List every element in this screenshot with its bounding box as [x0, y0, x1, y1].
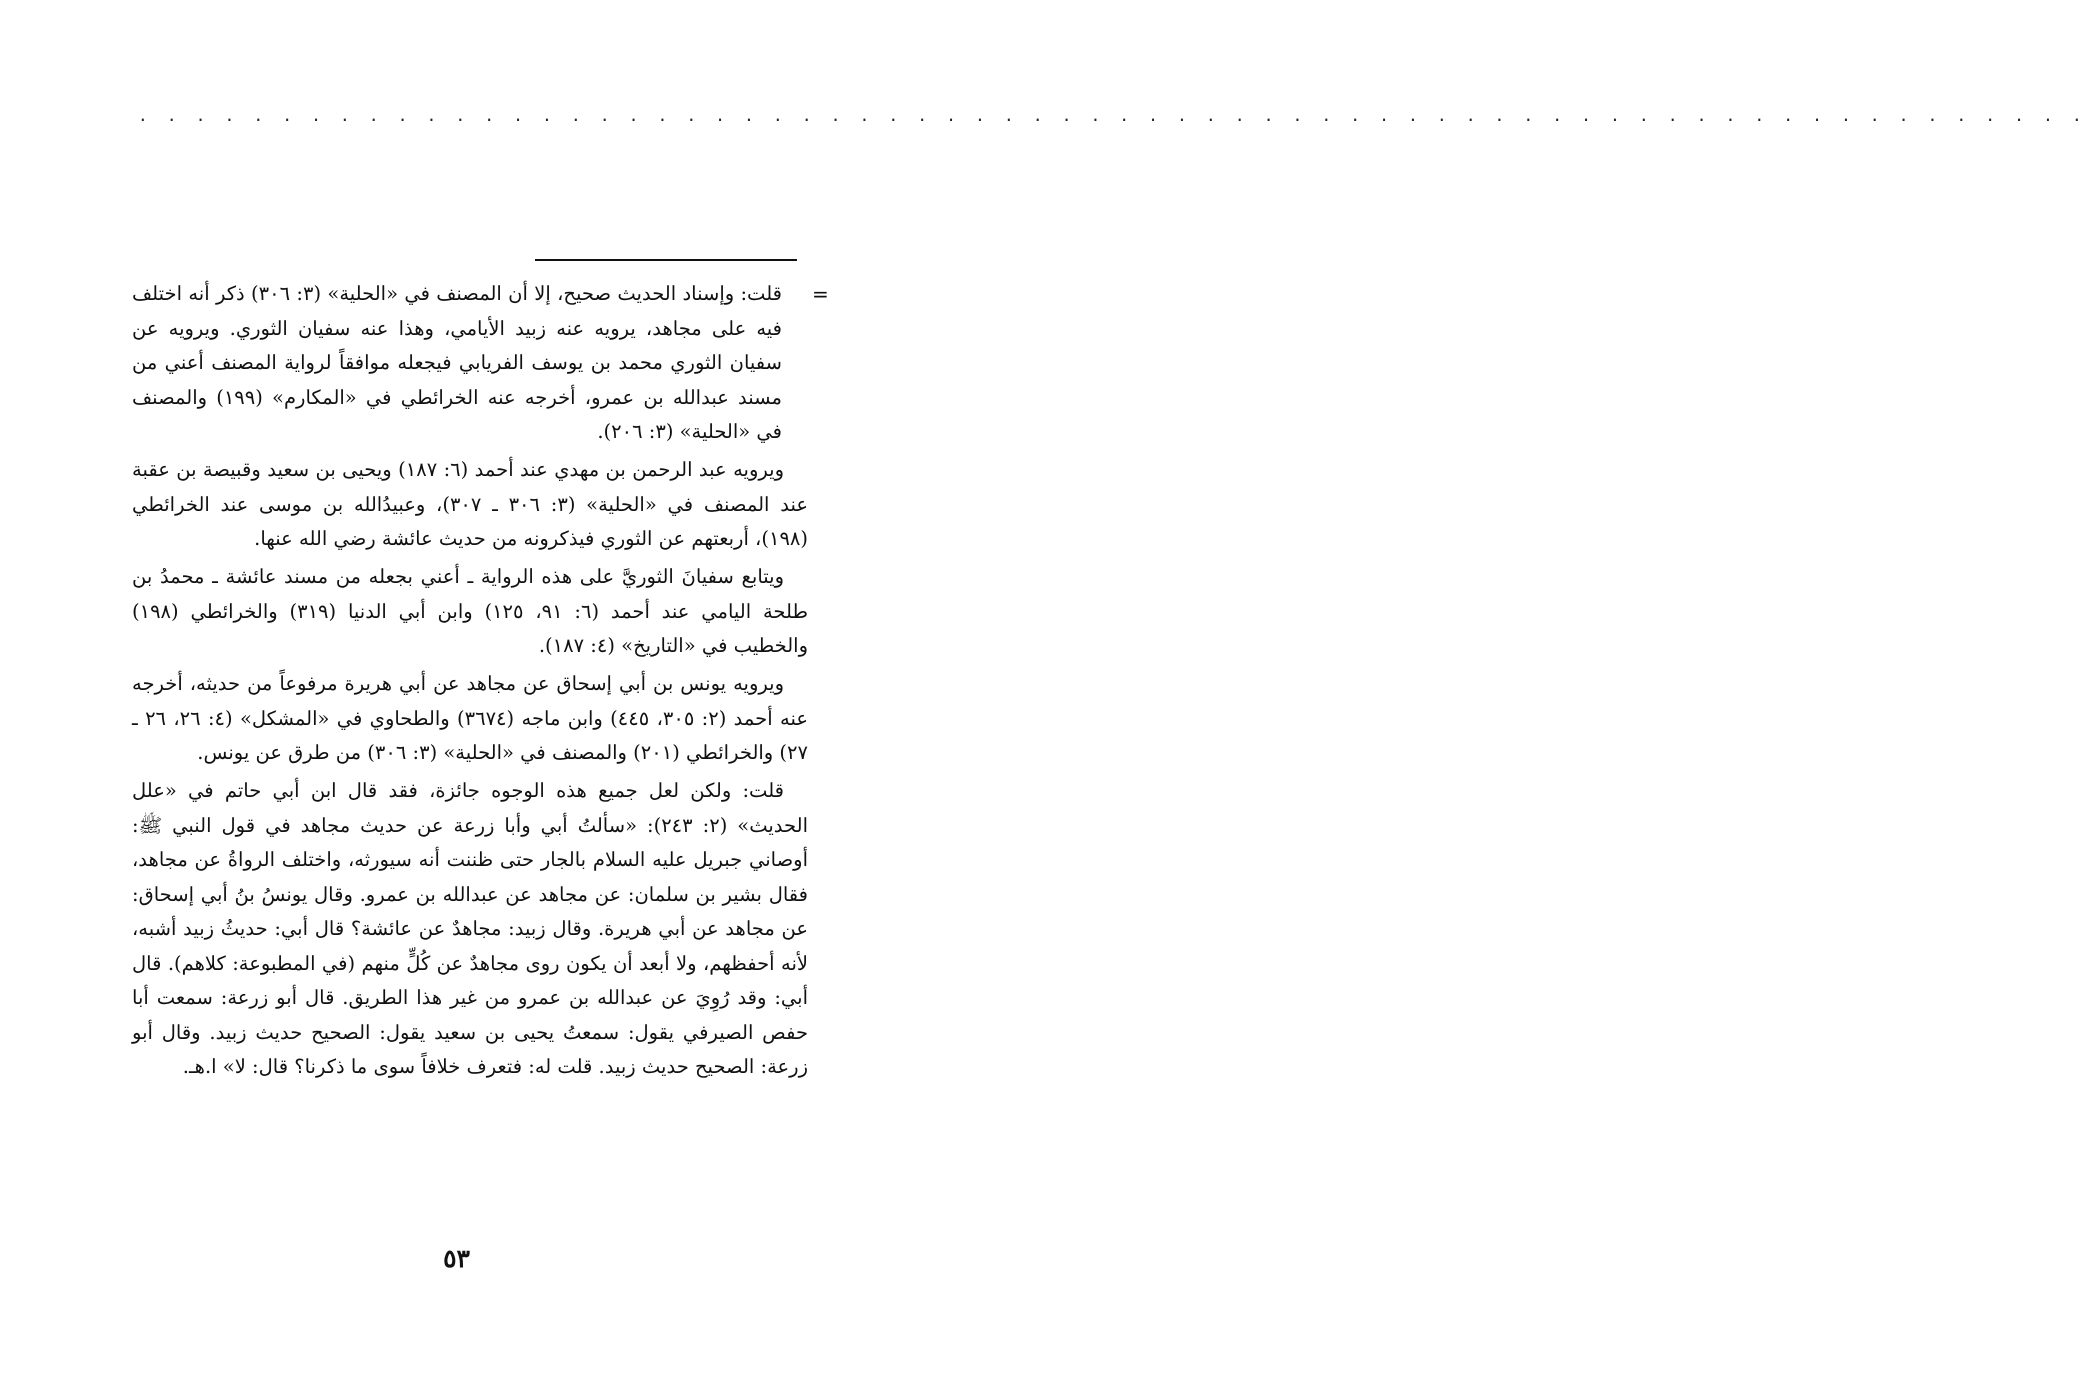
paragraph-2: ويرويه عبد الرحمن بن مهدي عند أحمد (٦: ١٨٧) ويحيى بن سعيد وقبيصة بن عقبة عند المصنف في «الحلية» (٣: ٣٠٦ ـ ٣٠٧)، وعبيدُالله بن موسى عند الخرائطي (١٩٨)، أربعتهم عن الثوري فيذكرونه من حديث عائشة رضي الله عنها.	[132, 458, 808, 550]
dotted-separator: . . . . . . . . . . . . . . . . . . . . . . . . . . . . . . . . . . . . . . . . . . . . . . . . . . . . . . . . . . . . . . . . . . . .	[138, 106, 2086, 125]
footnote-text	[132, 277, 808, 1088]
paragraph-3: ويتابع سفيانَ الثوريَّ على هذه الرواية ـ أعني بجعله من مسند عائشة ـ محمدُ بن طلحة اليامي عند أحمد (٦: ٩١، ١٢٥) وابن أبي الدنيا (٣١٩) والخرائطي (١٩٨) والخطيب في «التاريخ» (٤: ١٨٧).	[132, 565, 808, 657]
paragraph-4: ويرويه يونس بن أبي إسحاق عن مجاهد عن أبي هريرة مرفوعاً من حديثه، أخرجه عنه أحمد (٢: ٣٠٥، ٤٤٥) وابن ماجه (٣٦٧٤) والطحاوي في «المشكل» (٤: ٢٦، ٢٦ ـ ٢٧) والخرائطي (٢٠١) والمصنف في «الحلية» (٣: ٣٠٦) من طرق عن يونس.	[132, 672, 808, 764]
page-number: ٥٣	[443, 1244, 470, 1273]
paragraph-1: قلت: وإسناد الحديث صحيح، إلا أن المصنف في «الحلية» (٣: ٣٠٦) ذكر أنه اختلف فيه على مجاهد، يرويه عنه زبيد الأيامي، وهذا عنه سفيان الثوري. ويرويه عن سفيان الثوري محمد بن يوسف الفريابي فيجعله موافقاً لرواية المصنف أعني من مسند عبدالله بن عمرو، أخرجه عنه الخرائطي في «المكارم» (١٩٩) والمصنف في «الحلية» (٣: ٢٠٦).	[132, 282, 782, 443]
continuation-mark: =	[812, 282, 829, 306]
paragraph-5: قلت: ولكن لعل جميع هذه الوجوه جائزة، فقد قال ابن أبي حاتم في «علل الحديث» (٢: ٢٤٣): «سألتُ أبي وأبا زرعة عن حديث مجاهد في قول النبي ﷺ: أوصاني جبريل عليه السلام بالجار حتى ظننت أنه سيورثه، واختلف الرواةُ عن مجاهد، فقال بشير بن سلمان: عن مجاهد عن عبدالله بن عمرو. وقال يونسُ بنُ أبي إسحاق: عن مجاهد عن أبي هريرة. وقال زبيد: مجاهدٌ عن عائشة؟ قال أبي: حديثُ زبيد أشبه، لأنه أحفظهم، ولا أبعد أن يكون روى مجاهدٌ عن كُلٍّ منهم (في المطبوعة: كلاهم). قال أبي: وقد رُوِيَ عن عبدالله بن عمرو من غير هذا الطريق. قال أبو زرعة: سمعت أبا حفص الصيرفي يقول: سمعتُ يحيى بن سعيد يقول: الصحيح حديث زبيد. وقال أبو زرعة: الصحيح حديث زبيد. قلت له: فتعرف خلافاً سوى ما ذكرنا؟ قال: لا» ا.هـ.	[132, 779, 808, 1078]
footnote-rule	[535, 259, 797, 261]
